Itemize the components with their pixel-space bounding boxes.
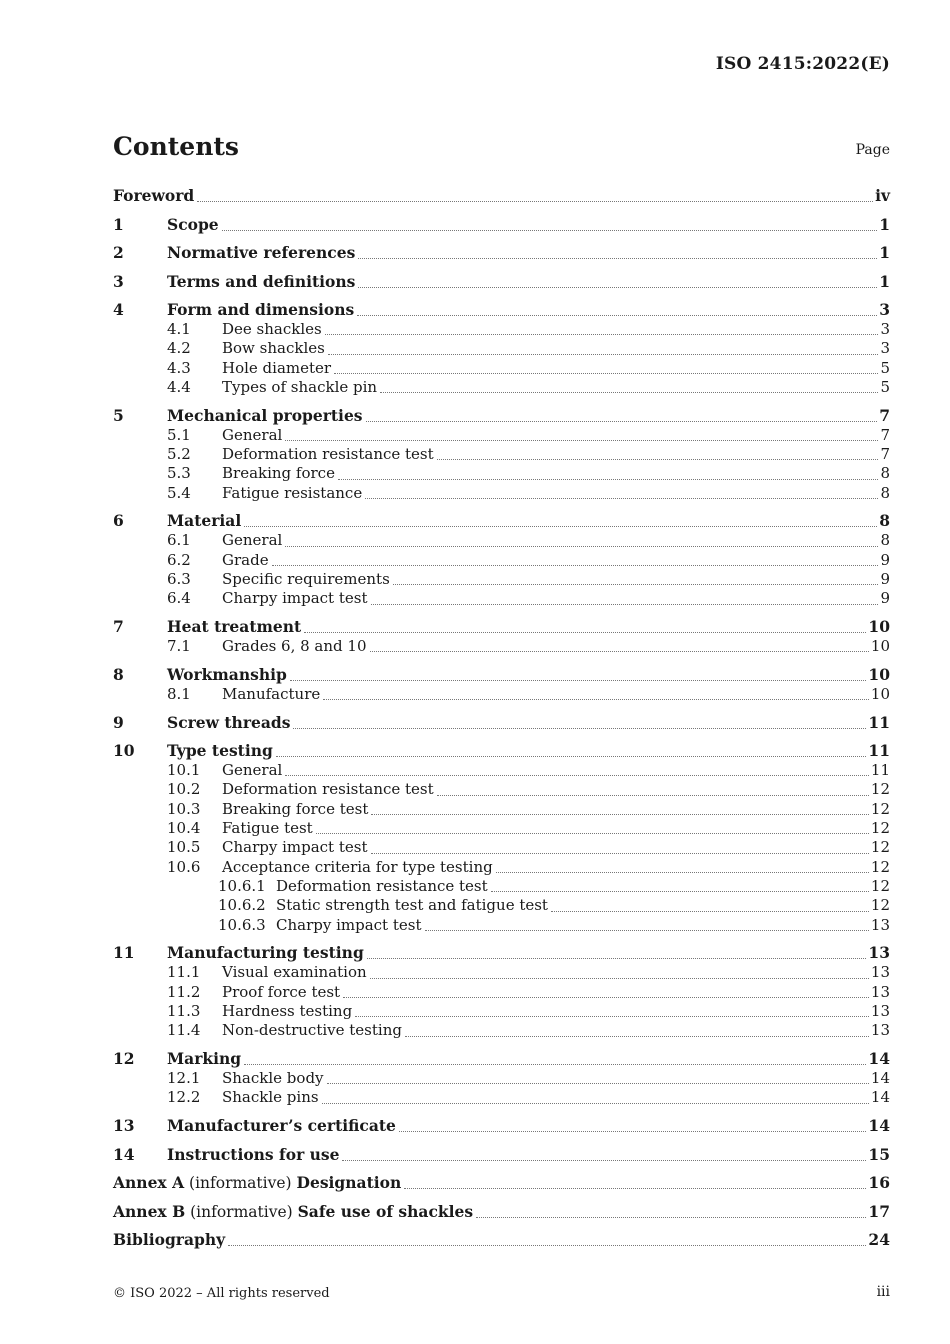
- toc-entry-number: 7: [113, 617, 124, 637]
- toc-entry-title: General: [222, 531, 283, 550]
- toc-entry-number: 5: [113, 405, 124, 425]
- toc-entry-number: 1: [113, 214, 124, 234]
- toc-entry-title: Breaking force test: [222, 799, 369, 818]
- toc-entry-page: 3: [880, 339, 890, 358]
- toc-entry-number: 14: [113, 1144, 135, 1164]
- dot-leader: [334, 373, 878, 374]
- toc-entry-page: 3: [879, 300, 890, 319]
- toc-entry-page: 17: [868, 1201, 890, 1221]
- toc-entry[interactable]: [113, 320, 890, 339]
- toc-entry-number: 12: [113, 1049, 135, 1069]
- toc-entry-title: Terms and definitions: [167, 271, 356, 291]
- toc-entry[interactable]: [113, 1202, 890, 1222]
- dot-leader: [293, 728, 866, 729]
- toc-entry[interactable]: [113, 511, 890, 531]
- toc-entry[interactable]: [113, 359, 890, 378]
- dot-leader: [285, 546, 878, 547]
- toc-entry-number: 8.1: [167, 684, 191, 703]
- toc-entry-page: 13: [868, 943, 890, 963]
- dot-leader: [380, 392, 878, 393]
- toc-entry-title: Charpy impact test: [222, 838, 368, 857]
- dot-leader: [366, 421, 878, 422]
- toc-entry-number: 10: [113, 741, 135, 761]
- toc-entry-title: Scope: [167, 214, 219, 234]
- toc-entry-number: 5.1: [167, 425, 191, 444]
- dot-leader: [290, 680, 867, 681]
- toc-entry-page: 15: [868, 1144, 890, 1164]
- toc-entry-page: 12: [870, 838, 890, 857]
- dot-leader: [491, 891, 869, 892]
- toc-entry-number: 11.2: [167, 982, 201, 1001]
- dot-leader: [405, 1036, 869, 1037]
- toc-entry-page: 1: [879, 271, 890, 291]
- dot-leader: [276, 756, 867, 757]
- toc-entry[interactable]: [113, 943, 890, 963]
- dot-leader: [370, 651, 869, 652]
- dot-leader: [371, 814, 869, 815]
- toc-entry-title: Proof force test: [222, 982, 341, 1001]
- toc-entry[interactable]: [113, 838, 890, 857]
- dot-leader: [338, 479, 878, 480]
- toc-entry-number: 11.3: [167, 1001, 201, 1020]
- toc-entry-number: 10.4: [167, 819, 201, 838]
- toc-entry-number: 7.1: [167, 637, 191, 656]
- annex-label: Annex A: [113, 1173, 185, 1193]
- toc-entry-page: 13: [870, 1001, 890, 1020]
- toc-entry[interactable]: [113, 741, 890, 761]
- annex-title: Safe use of shackles: [297, 1201, 474, 1221]
- toc-entry-page: 8: [880, 531, 890, 550]
- toc-entry-number: 4: [113, 300, 124, 319]
- toc-entry-number: 10.2: [167, 780, 201, 799]
- toc-entry[interactable]: [113, 983, 890, 1002]
- dot-leader: [365, 498, 878, 499]
- toc-entry[interactable]: [113, 551, 890, 570]
- toc-entry-number: 10.6.3: [218, 915, 266, 934]
- toc-entry-page: 13: [870, 982, 890, 1001]
- toc-entry-page: 5: [880, 358, 890, 377]
- toc-entry-page: 1: [879, 243, 890, 262]
- toc-entry[interactable]: [113, 570, 890, 589]
- dot-leader: [327, 1083, 869, 1084]
- toc-entry-title: Hole diameter: [222, 358, 332, 377]
- toc-entry-page: 11: [868, 712, 890, 732]
- toc-entry[interactable]: [113, 1145, 890, 1165]
- toc-entry-number: 6: [113, 511, 124, 531]
- dot-leader: [404, 1188, 866, 1189]
- dot-leader: [323, 699, 869, 700]
- toc-entry-number: 8: [113, 664, 124, 684]
- toc-entry-title: Breaking force: [222, 464, 335, 483]
- toc-entry-number: 10.3: [167, 799, 201, 818]
- toc-entry-page: 14: [868, 1116, 890, 1136]
- toc-entry-number: 11.1: [167, 963, 201, 982]
- dot-leader: [244, 526, 877, 527]
- toc-entry[interactable]: [113, 300, 890, 320]
- toc-entry[interactable]: [113, 484, 890, 503]
- toc-entry-number: 2: [113, 243, 124, 262]
- dot-leader: [228, 1245, 866, 1246]
- toc-entry[interactable]: [113, 243, 890, 263]
- toc-entry-number: 11: [113, 943, 135, 963]
- document-id: ISO 2415:2022(E): [715, 54, 890, 74]
- toc-entry-page: 9: [880, 569, 890, 588]
- toc-entry-title: Dee shackles: [222, 320, 322, 338]
- toc-entry-page: 3: [880, 320, 890, 338]
- toc-entry-title: Types of shackle pin: [222, 377, 378, 396]
- dot-leader: [399, 1131, 867, 1132]
- toc-entry[interactable]: [113, 819, 890, 838]
- toc-entry-page: 8: [880, 464, 890, 483]
- toc-entry-title: Shackle body: [222, 1069, 324, 1088]
- toc-entry-page: 12: [870, 896, 890, 915]
- toc-entry[interactable]: [113, 963, 890, 982]
- toc-entry-title: [113, 1202, 473, 1222]
- toc-entry-page: 10: [868, 664, 890, 684]
- toc-entry-title: Type testing: [167, 741, 273, 761]
- toc-entry-page: 12: [870, 799, 890, 818]
- annex-title: Designation: [296, 1173, 402, 1193]
- toc-entry-title: Instructions for use: [167, 1144, 340, 1164]
- toc-entry-page: 24: [868, 1230, 890, 1250]
- dot-leader: [272, 565, 879, 566]
- toc-entry[interactable]: [113, 1002, 890, 1021]
- toc-entry-page: 14: [870, 1069, 890, 1088]
- toc-entry-page: 12: [870, 780, 890, 799]
- toc-entry-number: 6.1: [167, 531, 191, 550]
- toc-entry-title: Deformation resistance test: [222, 780, 434, 799]
- toc-entry[interactable]: [113, 1116, 890, 1136]
- toc-entry-page: 14: [870, 1088, 890, 1107]
- toc-entry-number: 4.2: [167, 339, 191, 358]
- toc-entry-page: 12: [870, 876, 890, 895]
- toc-entry-number: 10.1: [167, 761, 201, 780]
- toc-entry-title: Fatigue test: [222, 819, 313, 838]
- toc-entry-title: Visual examination: [222, 963, 367, 982]
- toc-entry-title: Hardness testing: [222, 1001, 353, 1020]
- toc-entry-number: 10.6.2: [218, 896, 266, 915]
- toc-entry-title: Screw threads: [167, 712, 291, 732]
- toc-entry[interactable]: [113, 406, 890, 426]
- dot-leader: [358, 258, 877, 259]
- toc-entry[interactable]: [113, 916, 890, 935]
- toc-entry[interactable]: [113, 445, 890, 464]
- toc-entry-page: 7: [880, 425, 890, 444]
- toc-entry-title: Marking: [167, 1049, 242, 1069]
- toc-entry-number: 11.4: [167, 1021, 201, 1040]
- dot-leader: [342, 1160, 866, 1161]
- dot-leader: [437, 795, 869, 796]
- page-column-label: Page: [855, 142, 890, 158]
- toc-entry[interactable]: [113, 896, 890, 915]
- toc-entry-page: 16: [868, 1173, 890, 1193]
- toc-entry[interactable]: [113, 378, 890, 397]
- dot-leader: [222, 230, 878, 231]
- toc-entry-page: 12: [870, 819, 890, 838]
- toc-entry-title: Shackle pins: [222, 1088, 319, 1107]
- dot-leader: [551, 911, 869, 912]
- toc-entry-number: 13: [113, 1116, 135, 1136]
- toc-entry[interactable]: [113, 858, 890, 877]
- toc-entry-title: Bibliography: [113, 1230, 226, 1250]
- toc-entry[interactable]: [113, 665, 890, 685]
- toc-entry-page: 13: [870, 1021, 890, 1040]
- toc-entry[interactable]: [113, 713, 890, 733]
- dot-leader: [367, 958, 867, 959]
- annex-label: Annex B: [113, 1201, 186, 1221]
- toc-entry-title: Normative references: [167, 243, 356, 262]
- toc-entry-title: Bow shackles: [222, 339, 325, 358]
- toc-entry-page: 12: [870, 857, 890, 876]
- toc-entry-number: 12.1: [167, 1069, 201, 1088]
- toc-entry-page: 14: [868, 1049, 890, 1069]
- dot-leader: [425, 930, 869, 931]
- toc-entry[interactable]: [113, 589, 890, 608]
- toc-entry[interactable]: [113, 215, 890, 235]
- toc-entry-number: 3: [113, 271, 124, 291]
- toc-entry-number: 6.4: [167, 589, 191, 608]
- toc-entry-page: 8: [879, 511, 890, 531]
- toc-entry[interactable]: [113, 780, 890, 799]
- toc-entry-number: 5.3: [167, 464, 191, 483]
- toc-entry-number: 6.3: [167, 569, 191, 588]
- contents-heading: Contents: [113, 132, 240, 161]
- dot-leader: [285, 440, 878, 441]
- toc-entry-page: 9: [880, 589, 890, 608]
- dot-leader: [496, 872, 869, 873]
- annex-type-note: (informative): [185, 1202, 298, 1221]
- toc-entry-number: 5.4: [167, 483, 191, 502]
- toc-entry-number: 4.3: [167, 358, 191, 377]
- toc-entry-title: Form and dimensions: [167, 300, 355, 319]
- toc-entry[interactable]: [113, 617, 890, 637]
- toc-entry-number: 10.6: [167, 857, 201, 876]
- toc-entry-title: Charpy impact test: [276, 915, 422, 934]
- toc-entry[interactable]: [113, 877, 890, 896]
- toc-entry[interactable]: [113, 464, 890, 483]
- toc-entry-number: 9: [113, 712, 124, 732]
- toc-entry-title: Fatigue resistance: [222, 483, 363, 502]
- toc-entry-title: Non-destructive testing: [222, 1021, 402, 1040]
- toc-entry[interactable]: [113, 1173, 890, 1193]
- dot-leader: [358, 287, 877, 288]
- dot-leader: [343, 997, 869, 998]
- toc-entry-page: 10: [870, 637, 890, 656]
- table-of-contents: [113, 186, 890, 1250]
- toc-entry-page: 8: [880, 483, 890, 502]
- toc-entry-title: Acceptance criteria for type testing: [222, 857, 493, 876]
- toc-entry-title: Manufacturing testing: [167, 943, 364, 963]
- toc-entry-number: 4.1: [167, 320, 191, 338]
- toc-entry-page: 1: [879, 214, 890, 234]
- toc-entry[interactable]: [113, 1069, 890, 1088]
- toc-entry[interactable]: [113, 637, 890, 656]
- dot-leader: [244, 1064, 866, 1065]
- dot-leader: [285, 775, 869, 776]
- toc-entry-page: 7: [879, 405, 890, 425]
- toc-entry[interactable]: [113, 186, 890, 206]
- toc-entry-title: Specific requirements: [222, 569, 390, 588]
- toc-entry-number: 4.4: [167, 377, 191, 396]
- dot-leader: [304, 632, 866, 633]
- toc-entry[interactable]: [113, 761, 890, 780]
- toc-entry-page: 7: [880, 444, 890, 463]
- toc-entry-page: 10: [870, 684, 890, 703]
- toc-entry-title: Static strength test and fatigue test: [276, 896, 548, 915]
- toc-entry-title: General: [222, 425, 283, 444]
- dot-leader: [371, 604, 879, 605]
- toc-entry[interactable]: [113, 531, 890, 550]
- toc-entry-number: 10.6.1: [218, 876, 266, 895]
- toc-entry-page: 11: [868, 741, 890, 761]
- toc-entry-page: 9: [880, 550, 890, 569]
- toc-entry-title: Heat treatment: [167, 617, 302, 637]
- toc-entry-number: 6.2: [167, 550, 191, 569]
- toc-entry-title: Manufacture: [222, 684, 321, 703]
- toc-entry[interactable]: [113, 1088, 890, 1107]
- toc-entry-title: Foreword: [113, 186, 195, 205]
- toc-entry-title: Charpy impact test: [222, 589, 368, 608]
- dot-leader: [371, 853, 869, 854]
- toc-entry-page: 5: [880, 377, 890, 396]
- dot-leader: [325, 334, 879, 335]
- dot-leader: [437, 459, 879, 460]
- toc-entry-number: 12.2: [167, 1088, 201, 1107]
- dot-leader: [197, 201, 873, 202]
- annex-type-note: (informative): [184, 1174, 297, 1193]
- toc-entry-title: Grades 6, 8 and 10: [222, 637, 367, 656]
- toc-entry[interactable]: [113, 272, 890, 292]
- toc-entry[interactable]: [113, 1049, 890, 1069]
- toc-entry-title: [113, 1173, 401, 1193]
- copyright-notice: © ISO 2022 – All rights reserved: [113, 1286, 330, 1301]
- dot-leader: [370, 978, 869, 979]
- toc-entry[interactable]: [113, 685, 890, 704]
- page-number: iii: [876, 1284, 890, 1300]
- toc-entry-title: Deformation resistance test: [222, 444, 434, 463]
- toc-entry-number: 5.2: [167, 444, 191, 463]
- toc-entry-page: 10: [868, 617, 890, 637]
- toc-entry[interactable]: [113, 1230, 890, 1250]
- toc-entry[interactable]: [113, 800, 890, 819]
- dot-leader: [328, 354, 879, 355]
- toc-entry-title: Manufacturer’s certificate: [167, 1116, 396, 1136]
- dot-leader: [355, 1016, 869, 1017]
- toc-entry-title: Grade: [222, 550, 269, 569]
- toc-entry[interactable]: [113, 426, 890, 445]
- toc-entry-page: iv: [875, 186, 890, 205]
- toc-entry-page: 13: [870, 915, 890, 934]
- toc-entry-number: 10.5: [167, 838, 201, 857]
- toc-entry-page: 13: [870, 963, 890, 982]
- toc-entry-title: Workmanship: [167, 664, 287, 684]
- toc-entry[interactable]: [113, 339, 890, 358]
- toc-entry-title: Material: [167, 511, 242, 531]
- toc-entry-page: 11: [870, 761, 890, 780]
- dot-leader: [476, 1217, 866, 1218]
- toc-entry-title: Mechanical properties: [167, 405, 363, 425]
- toc-entry-title: General: [222, 761, 283, 780]
- toc-entry[interactable]: [113, 1021, 890, 1040]
- dot-leader: [357, 315, 877, 316]
- dot-leader: [316, 833, 869, 834]
- dot-leader: [393, 584, 879, 585]
- toc-entry-title: Deformation resistance test: [276, 876, 488, 895]
- dot-leader: [322, 1103, 869, 1104]
